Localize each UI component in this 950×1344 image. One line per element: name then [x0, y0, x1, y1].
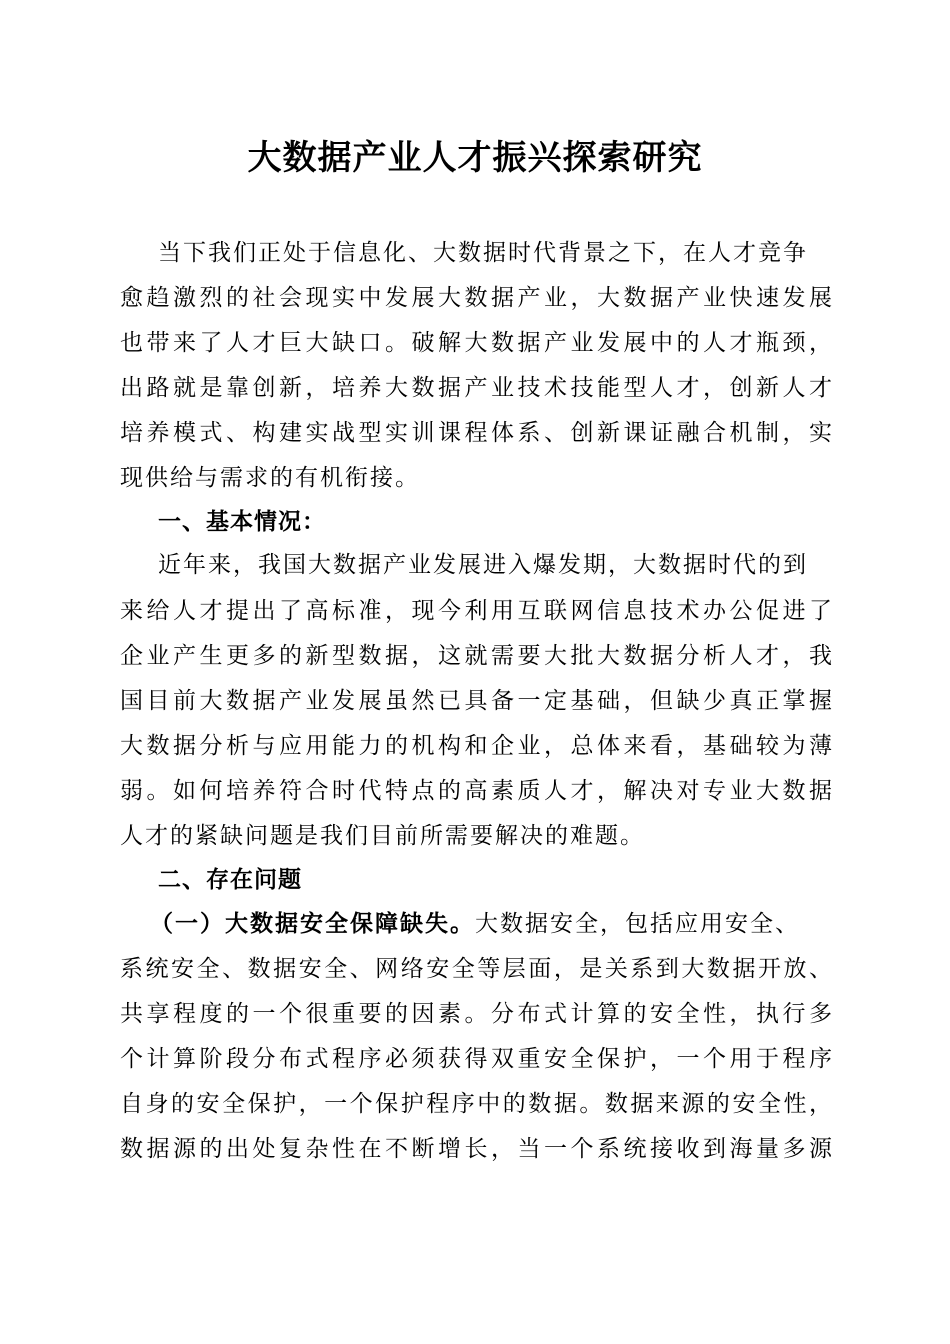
section1-line-3: 企业产生更多的新型数据，这就需要大批大数据分析人才，我 [120, 643, 832, 669]
section1-line-1: 近年来，我国大数据产业发展进入爆发期，大数据时代的到 [158, 552, 808, 578]
intro-line-4: 出路就是靠创新，培养大数据产业技术技能型人才，创新人才 [120, 375, 832, 401]
section1-line-5: 大数据分析与应用能力的机构和企业，总体来看，基础较为薄 [120, 733, 832, 759]
section1-line-2: 来给人才提出了高标准，现今利用互联网信息技术办公促进了 [120, 598, 832, 624]
document-title: 大数据产业人才振兴探索研究 [247, 138, 703, 178]
section2-line-1: 系统安全、数据安全、网络安全等层面，是关系到大数据开放、 [120, 956, 832, 982]
section2-line-3: 个计算阶段分布式程序必须获得双重安全保护，一个用于程序 [120, 1046, 832, 1072]
intro-line-5: 培养模式、构建实战型实训课程体系、创新课证融合机制，实 [120, 420, 832, 446]
section2-line-4: 自身的安全保护，一个保护程序中的数据。数据来源的安全性， [120, 1091, 832, 1117]
section1-heading: 一、基本情况： [158, 509, 326, 535]
section1-line-4: 国目前大数据产业发展虽然已具备一定基础，但缺少真正掌握 [120, 688, 832, 714]
section2-heading: 二、存在问题 [158, 867, 302, 893]
section2-line-2: 共享程度的一个很重要的因素。分布式计算的安全性，执行多 [120, 1001, 832, 1027]
intro-line-3: 也带来了人才巨大缺口。破解大数据产业发展中的人才瓶颈， [120, 330, 832, 356]
section1-line-6: 弱。如何培养符合时代特点的高素质人才，解决对专业大数据 [120, 778, 832, 804]
section2-sub1-first-line [150, 909, 826, 939]
section2-sub1-first-rest: 大数据安全，包括应用安全、 [475, 911, 800, 937]
intro-line-6: 现供给与需求的有机衔接。 [120, 465, 420, 491]
section2-line-5: 数据源的出处复杂性在不断增长，当一个系统接收到海量多源 [120, 1136, 832, 1162]
section1-line-7: 人才的紧缺问题是我们目前所需要解决的难题。 [120, 823, 645, 849]
section2-sub1-lead: （一）大数据安全保障缺失。 [150, 910, 475, 937]
intro-line-1: 当下我们正处于信息化、大数据时代背景之下，在人才竞争 [158, 240, 808, 266]
intro-line-2: 愈趋激烈的社会现实中发展大数据产业，大数据产业快速发展 [120, 285, 832, 311]
